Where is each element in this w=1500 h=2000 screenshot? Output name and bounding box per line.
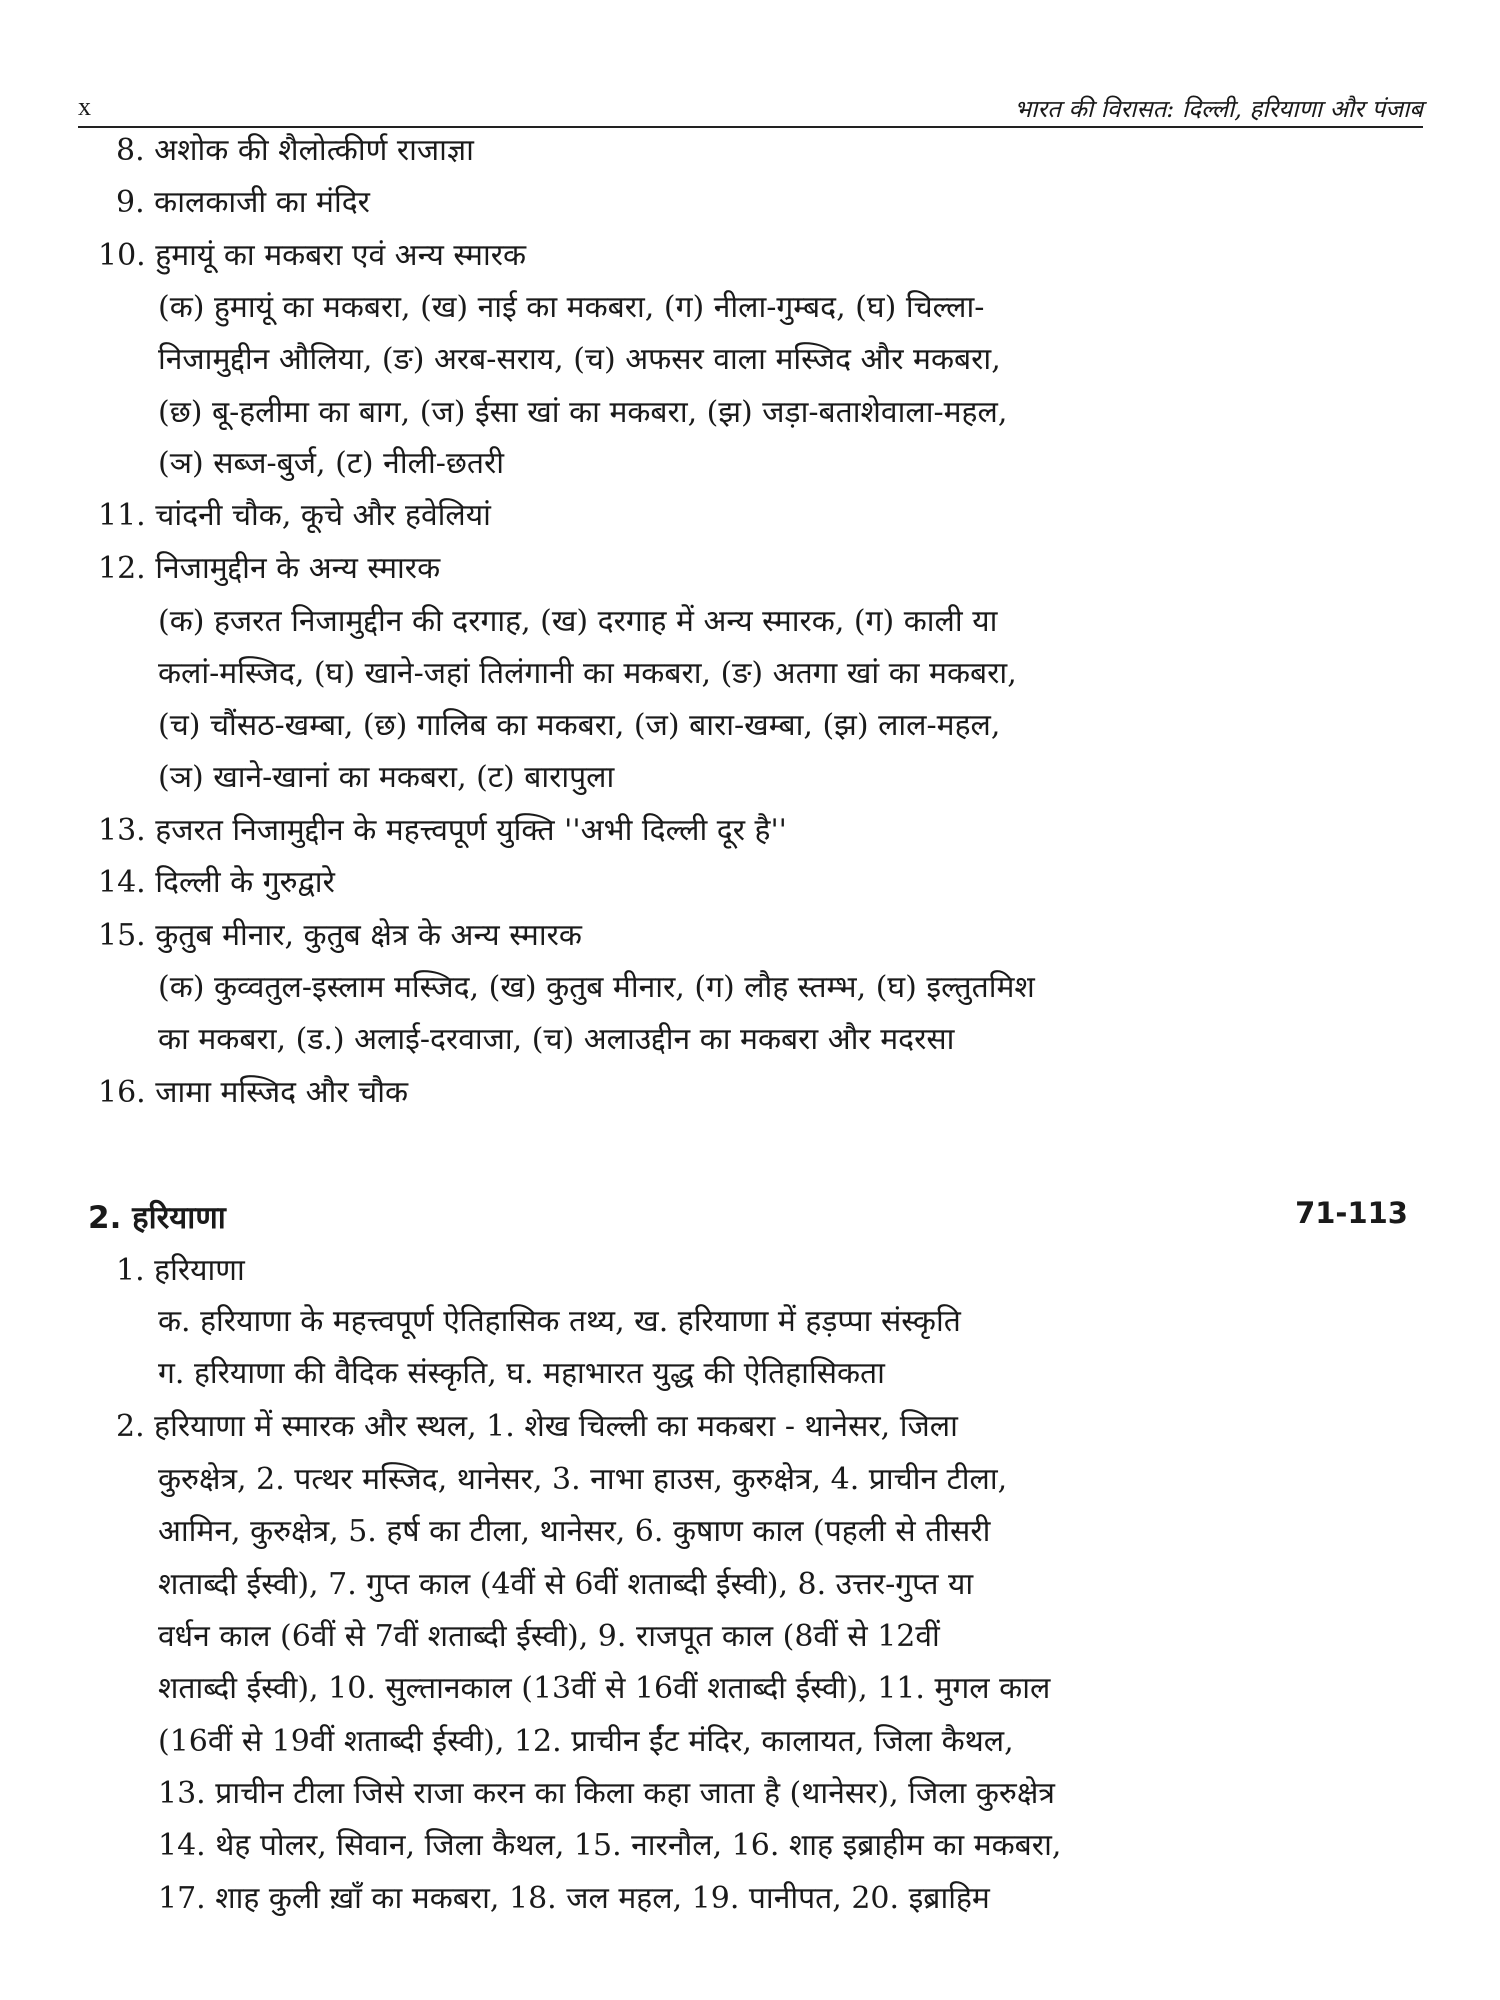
list-item-detail: का मकबरा, (ड.) अलाई-दरवाजा, (च) अलाउद्दीन का मकबरा और मदरसा bbox=[158, 1022, 955, 1057]
list-item-detail: 13. प्राचीन टीला जिसे राजा करन का किला कहा जाता है (थानेसर), जिला कुरुक्षेत्र bbox=[158, 1776, 1055, 1811]
list-item: 2. हरियाणा में स्मारक और स्थल, 1. शेख चिल्ली का मकबरा - थानेसर, जिला bbox=[116, 1409, 958, 1444]
list-item-detail: कुरुक्षेत्र, 2. पत्थर मस्जिद, थानेसर, 3. नाभा हाउस, कुरुक्षेत्र, 4. प्राचीन टीला, bbox=[158, 1462, 1008, 1497]
list-item-detail: 17. शाह कुली ख़ाँ का मकबरा, 18. जल महल, 19. पानीपत, 20. इब्राहिम bbox=[158, 1881, 990, 1916]
list-item: 11. चांदनी चौक, कूचे और हवेलियां bbox=[98, 498, 491, 533]
list-item-detail: निजामुद्दीन औलिया, (ङ) अरब-सराय, (च) अफसर वाला मस्जिद और मकबरा, bbox=[158, 342, 1001, 377]
list-item: 10. हुमायूं का मकबरा एवं अन्य स्मारक bbox=[98, 238, 527, 273]
list-item-detail: शताब्दी ईस्वी), 7. गुप्त काल (4वीं से 6वीं शताब्दी ईस्वी), 8. उत्तर-गुप्त या bbox=[158, 1567, 974, 1602]
section-page-range: 71-113 bbox=[1295, 1196, 1408, 1230]
section-title: 2. हरियाणा bbox=[88, 1200, 226, 1236]
list-item-detail: (क) हुमायूं का मकबरा, (ख) नाई का मकबरा, (ग) नीला-गुम्बद, (घ) चिल्ला- bbox=[158, 290, 985, 325]
list-item: 15. कुतुब मीनार, कुतुब क्षेत्र के अन्य स्मारक bbox=[98, 918, 582, 953]
list-item-detail: क. हरियाणा के महत्त्वपूर्ण ऐतिहासिक तथ्य, ख. हरियाणा में हड़प्पा संस्कृति bbox=[158, 1304, 961, 1339]
list-item-detail: (ञ) सब्ज-बुर्ज, (ट) नीली-छतरी bbox=[158, 446, 505, 481]
list-item-detail: (क) कुव्वतुल-इस्लाम मस्जिद, (ख) कुतुब मीनार, (ग) लौह स्तम्भ, (घ) इल्तुतमिश bbox=[158, 970, 1035, 1005]
list-item-detail: कलां-मस्जिद, (घ) खाने-जहां तिलंगानी का मकबरा, (ङ) अतगा खां का मकबरा, bbox=[158, 656, 1017, 691]
list-item-detail: आमिन, कुरुक्षेत्र, 5. हर्ष का टीला, थानेसर, 6. कुषाण काल (पहली से तीसरी bbox=[158, 1514, 991, 1549]
list-item: 1. हरियाणा bbox=[116, 1253, 245, 1288]
header-title: भारत की विरासत: दिल्ली, हरियाणा और पंजाब bbox=[1014, 95, 1423, 123]
list-item: 12. निजामुद्दीन के अन्य स्मारक bbox=[98, 551, 441, 586]
list-item: 14. दिल्ली के गुरुद्वारे bbox=[98, 865, 335, 900]
list-item: 13. हजरत निजामुद्दीन के महत्त्वपूर्ण युक्ति ''अभी दिल्ली दूर है'' bbox=[98, 813, 787, 848]
list-item: 9. कालकाजी का मंदिर bbox=[116, 185, 370, 220]
page-number: x bbox=[78, 92, 91, 121]
list-item-detail: (क) हजरत निजामुद्दीन की दरगाह, (ख) दरगाह में अन्य स्मारक, (ग) काली या bbox=[158, 604, 998, 639]
list-item-detail: वर्धन काल (6वीं से 7वीं शताब्दी ईस्वी), 9. राजपूत काल (8वीं से 12वीं bbox=[158, 1619, 940, 1654]
list-item-detail: ग. हरियाणा की वैदिक संस्कृति, घ. महाभारत युद्ध की ऐतिहासिकता bbox=[158, 1356, 885, 1391]
list-item-detail: शताब्दी ईस्वी), 10. सुल्तानकाल (13वीं से 16वीं शताब्दी ईस्वी), 11. मुगल काल bbox=[158, 1671, 1051, 1706]
list-item: 8. अशोक की शैलोत्कीर्ण राजाज्ञा bbox=[116, 133, 474, 168]
list-item-detail: (16वीं से 19वीं शताब्दी ईस्वी), 12. प्राचीन ईंट मंदिर, कालायत, जिला कैथल, bbox=[158, 1724, 1014, 1759]
list-item-detail: (छ) बू-हलीमा का बाग, (ज) ईसा खां का मकबरा, (झ) जड़ा-बताशेवाला-महल, bbox=[158, 395, 1008, 430]
list-item-detail: (ञ) खाने-खानां का मकबरा, (ट) बारापुला bbox=[158, 760, 615, 795]
list-item: 16. जामा मस्जिद और चौक bbox=[98, 1075, 409, 1110]
list-item-detail: (च) चौंसठ-खम्बा, (छ) गालिब का मकबरा, (ज) बारा-खम्बा, (झ) लाल-महल, bbox=[158, 708, 1001, 743]
list-item-detail: 14. थेह पोलर, सिवान, जिला कैथल, 15. नारनौल, 16. शाह इब्राहीम का मकबरा, bbox=[158, 1828, 1062, 1863]
